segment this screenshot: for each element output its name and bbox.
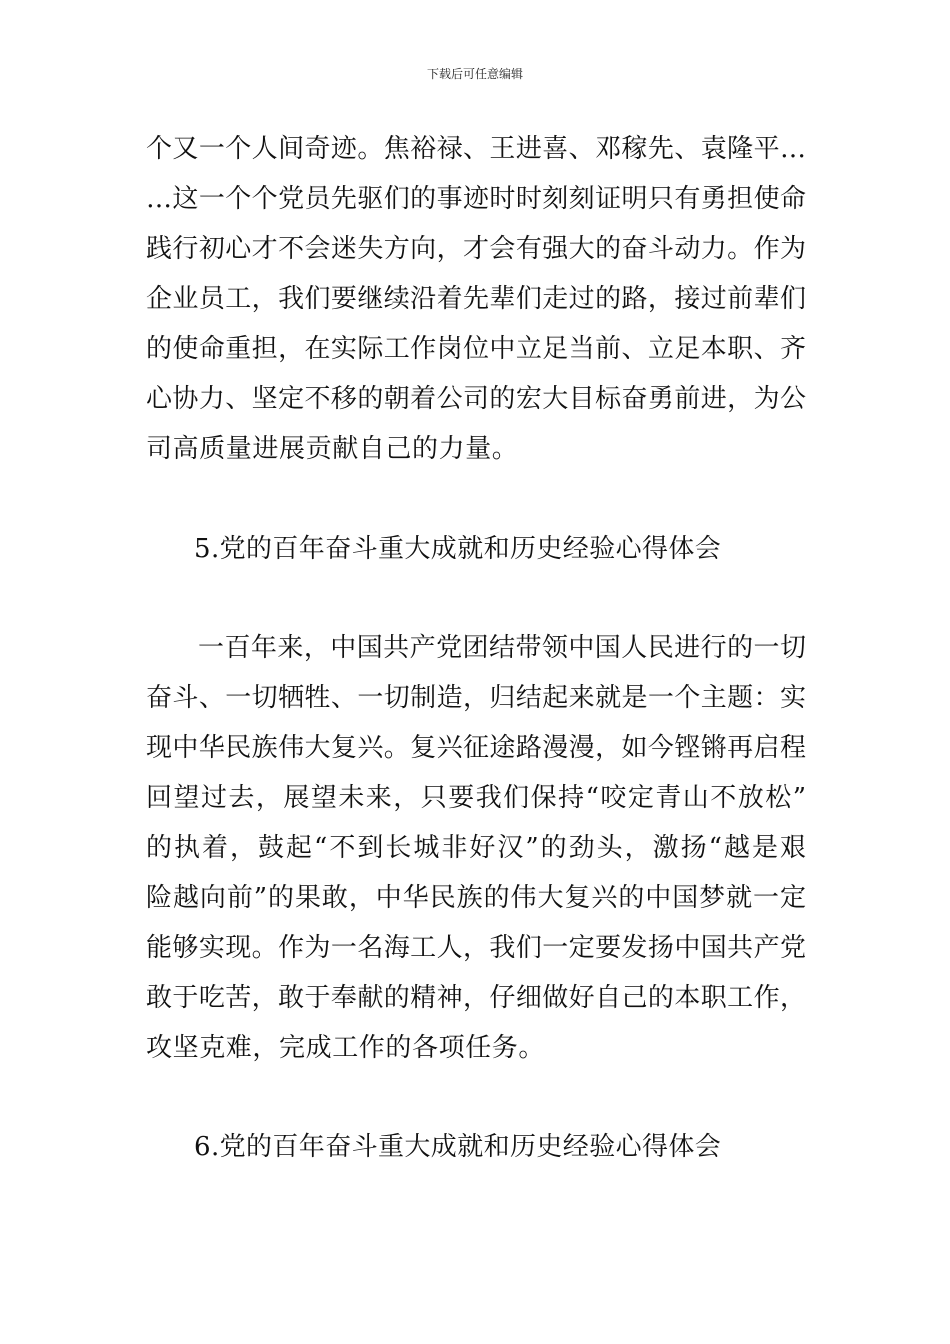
paragraph-2-line-7: 能够实现。作为一名海工人，我们一定要发扬中国共产党 — [146, 933, 806, 963]
paragraph-1-line-4: 企业员工，我们要继续沿着先辈们走过的路，接过前辈们 — [146, 284, 806, 314]
section-heading-5: 5.党的百年奋斗重大成就和历史经验心得体会 — [194, 534, 722, 564]
paragraph-1-line-3: 践行初心才不会迷失方向，才会有强大的奋斗动力。作为 — [146, 234, 806, 264]
page-header: 下载后可任意编辑 — [426, 67, 523, 81]
paragraph-2-line-5: 的执着，鼓起“不到长城非好汉”的劲头，激扬“越是艰 — [146, 833, 806, 863]
paragraph-2-line-3: 现中华民族伟大复兴。复兴征途路漫漫，如今铿锵再启程 — [146, 733, 806, 763]
paragraph-1-line-5: 的使命重担，在实际工作岗位中立足当前、立足本职、齐 — [146, 334, 806, 364]
paragraph-1-line-2: …这一个个党员先驱们的事迹时时刻刻证明只有勇担使命 — [146, 184, 806, 214]
paragraph-2-line-4: 回望过去，展望未来，只要我们保持“咬定青山不放松” — [146, 783, 806, 813]
paragraph-1-line-7: 司高质量进展贡献自己的力量。 — [146, 434, 519, 464]
paragraph-1-line-6: 心协力、坚定不移的朝着公司的宏大目标奋勇前进，为公 — [146, 384, 806, 414]
paragraph-2-line-8: 敢于吃苦，敢于奉献的精神，仔细做好自己的本职工作， — [146, 983, 806, 1013]
section-heading-6: 6.党的百年奋斗重大成就和历史经验心得体会 — [194, 1132, 722, 1162]
paragraph-2-line-1: 一百年来，中国共产党团结带领中国人民进行的一切 — [198, 633, 806, 663]
paragraph-2-line-2: 奋斗、一切牺牲、一切制造，归结起来就是一个主题：实 — [146, 683, 806, 713]
paragraph-1-line-1: 个又一个人间奇迹。焦裕禄、王进喜、邓稼先、袁隆平… — [146, 134, 806, 164]
paragraph-2-line-9: 攻坚克难，完成工作的各项任务。 — [146, 1033, 546, 1063]
paragraph-2-line-6: 险越向前”的果敢，中华民族的伟大复兴的中国梦就一定 — [146, 883, 806, 913]
